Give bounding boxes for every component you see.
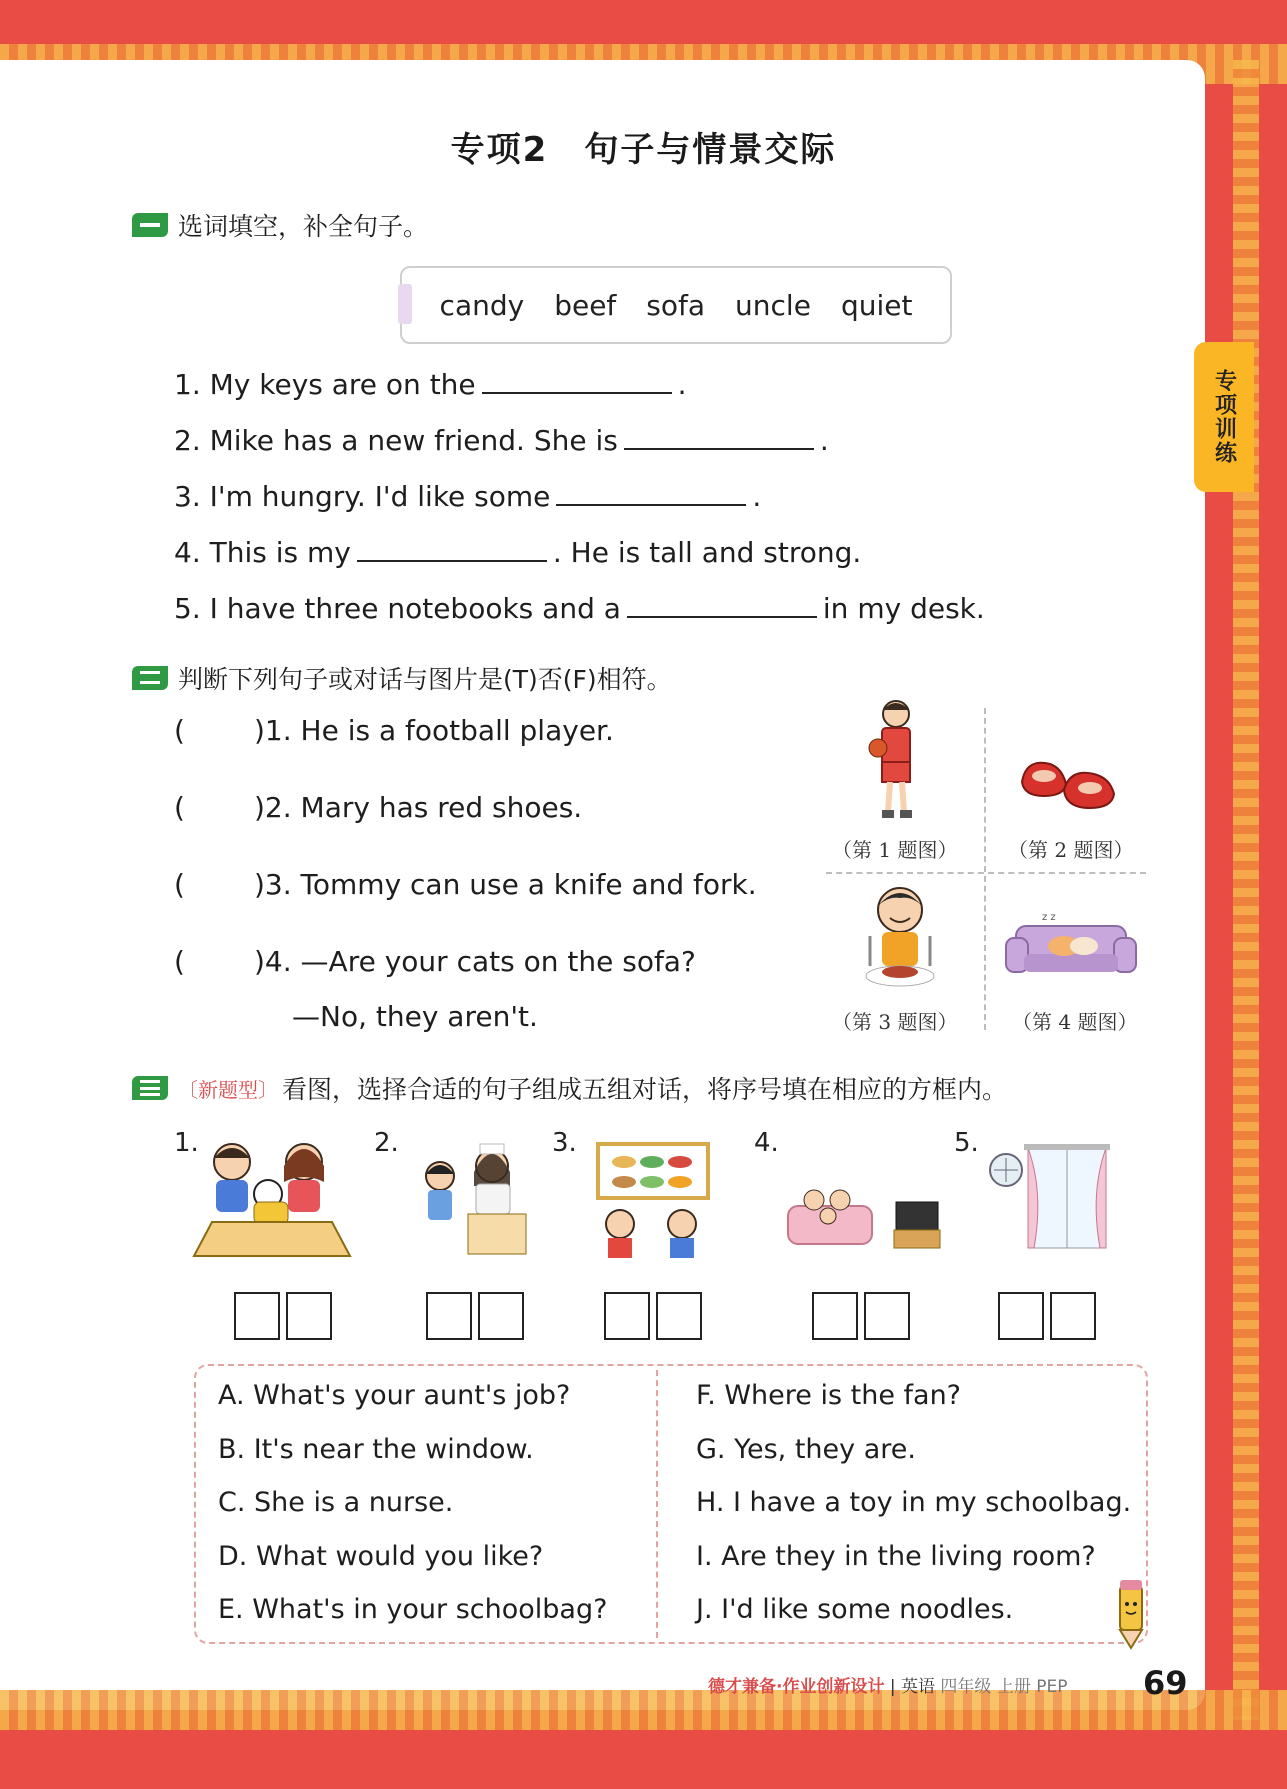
s1-item-text-after: . bbox=[677, 368, 687, 401]
option-g: G. Yes, they are. bbox=[696, 1434, 916, 1465]
footer-separator: | bbox=[889, 1677, 896, 1697]
picture-number: 5. bbox=[954, 1128, 979, 1158]
s2-item-text: )4. —Are your cats on the sofa? bbox=[254, 945, 696, 978]
menu-board-image bbox=[594, 1140, 712, 1258]
footer-grade: 四年级 上册 PEP bbox=[940, 1677, 1068, 1697]
option-b: B. It's near the window. bbox=[218, 1434, 534, 1465]
word: uncle bbox=[735, 288, 811, 322]
section-1-title: 选词填空，补全句子。 bbox=[178, 212, 429, 241]
kids-with-schoolbag-image bbox=[192, 1132, 352, 1258]
footer-brand: 德才兼备·作业创新设计 bbox=[708, 1677, 885, 1697]
new-type-tag: 〔新题型〕 bbox=[178, 1077, 278, 1102]
s1-item-1 bbox=[174, 366, 687, 401]
football-player-image bbox=[856, 696, 936, 824]
pencil-mascot-icon bbox=[1108, 1578, 1154, 1650]
answer-box[interactable] bbox=[286, 1292, 332, 1340]
caption-2: （第 2 题图） bbox=[1008, 838, 1134, 862]
option-a: A. What's your aunt's job? bbox=[218, 1380, 571, 1411]
s1-item-4 bbox=[174, 534, 861, 569]
answer-paren[interactable]: ( bbox=[174, 868, 185, 901]
cats-on-sofa-image bbox=[1002, 906, 1140, 982]
answer-blank[interactable] bbox=[482, 366, 672, 394]
caption-3: （第 3 题图） bbox=[832, 1010, 958, 1034]
answer-box[interactable] bbox=[656, 1292, 702, 1340]
word: beef bbox=[554, 288, 617, 322]
s1-item-text: 2. Mike has a new friend. She is bbox=[174, 424, 618, 457]
caption-4: （第 4 题图） bbox=[1012, 1010, 1138, 1034]
nurse-image bbox=[418, 1136, 530, 1256]
answer-paren[interactable]: ( bbox=[174, 791, 185, 824]
bottom-border bbox=[0, 1690, 1287, 1730]
s2-item-4 bbox=[174, 945, 696, 978]
footer-subject: 英语 bbox=[901, 1677, 936, 1697]
footer bbox=[708, 1672, 1067, 1697]
svg-text:z z: z z bbox=[1042, 912, 1056, 923]
grid-divider bbox=[826, 872, 1146, 874]
grid-divider bbox=[984, 708, 986, 1030]
section-1-heading bbox=[132, 207, 428, 243]
word-box bbox=[400, 266, 952, 344]
s1-item-text: 5. I have three notebooks and a bbox=[174, 592, 621, 625]
section-3-badge-icon bbox=[132, 1076, 168, 1100]
s2-item-3 bbox=[174, 868, 757, 901]
option-c: C. She is a nurse. bbox=[218, 1487, 454, 1518]
s1-item-3 bbox=[174, 478, 761, 513]
answer-box-pair bbox=[812, 1292, 910, 1340]
picture-number: 2. bbox=[374, 1128, 399, 1158]
right-border bbox=[1233, 60, 1259, 1720]
page-title: 专项2 句子与情景交际 bbox=[450, 130, 837, 170]
s1-item-text-after: . He is tall and strong. bbox=[552, 536, 862, 569]
s1-item-text: 3. I'm hungry. I'd like some bbox=[174, 480, 551, 513]
answer-box-pair bbox=[426, 1292, 524, 1340]
answer-box-pair bbox=[998, 1292, 1096, 1340]
option-h: H. I have a toy in my schoolbag. bbox=[696, 1487, 1132, 1518]
word: sofa bbox=[646, 288, 706, 322]
answer-box[interactable] bbox=[426, 1292, 472, 1340]
section-3-title: 看图，选择合适的句子组成五组对话，将序号填在相应的方框内。 bbox=[282, 1075, 1008, 1104]
fan-near-window-image bbox=[984, 1142, 1112, 1254]
answer-blank[interactable] bbox=[357, 534, 547, 562]
word: candy bbox=[439, 288, 525, 322]
s1-item-text: 4. This is my bbox=[174, 536, 351, 569]
s1-item-2 bbox=[174, 422, 829, 457]
option-f: F. Where is the fan? bbox=[696, 1380, 962, 1411]
living-room-family-image bbox=[784, 1186, 950, 1252]
boy-eating-image bbox=[852, 880, 948, 992]
option-e: E. What's in your schoolbag? bbox=[218, 1594, 608, 1625]
option-j: J. I'd like some noodles. bbox=[696, 1594, 1014, 1625]
section-2-heading bbox=[132, 660, 672, 696]
answer-box-pair bbox=[604, 1292, 702, 1340]
s2-item-4-reply: —No, they aren't. bbox=[292, 1000, 538, 1033]
s1-item-text-after: . bbox=[819, 424, 829, 457]
answer-blank[interactable] bbox=[627, 590, 817, 618]
answer-paren[interactable]: ( bbox=[174, 945, 185, 978]
s1-item-text-after: in my desk. bbox=[822, 592, 985, 625]
answer-blank[interactable] bbox=[624, 422, 814, 450]
options-divider bbox=[656, 1370, 658, 1638]
answer-blank[interactable] bbox=[556, 478, 746, 506]
red-shoes-image bbox=[1016, 738, 1120, 818]
picture-number: 3. bbox=[552, 1128, 577, 1158]
section-2-badge-icon bbox=[132, 666, 168, 690]
s2-item-2 bbox=[174, 791, 582, 824]
side-tab: 专项训练 bbox=[1194, 342, 1254, 492]
s2-item-text: )1. He is a football player. bbox=[254, 714, 614, 747]
s1-item-text: 1. My keys are on the bbox=[174, 368, 476, 401]
answer-box[interactable] bbox=[1050, 1292, 1096, 1340]
options-box bbox=[194, 1364, 1148, 1644]
answer-box[interactable] bbox=[998, 1292, 1044, 1340]
picture-number: 4. bbox=[754, 1128, 779, 1158]
answer-box[interactable] bbox=[812, 1292, 858, 1340]
answer-box[interactable] bbox=[864, 1292, 910, 1340]
answer-box[interactable] bbox=[478, 1292, 524, 1340]
s1-item-5 bbox=[174, 590, 985, 625]
section-1-badge-icon bbox=[132, 213, 168, 237]
picture-number: 1. bbox=[174, 1128, 199, 1158]
caption-1: （第 1 题图） bbox=[832, 838, 958, 862]
s2-item-text: )3. Tommy can use a knife and fork. bbox=[254, 868, 757, 901]
answer-box[interactable] bbox=[604, 1292, 650, 1340]
page-number: 69 bbox=[1143, 1664, 1188, 1702]
s2-item-1 bbox=[174, 714, 614, 747]
option-d: D. What would you like? bbox=[218, 1541, 544, 1572]
s2-item-text: )2. Mary has red shoes. bbox=[254, 791, 583, 824]
section-2-title: 判断下列句子或对话与图片是(T)否(F)相符。 bbox=[178, 665, 672, 694]
answer-paren[interactable]: ( bbox=[174, 714, 185, 747]
answer-box-pair bbox=[234, 1292, 332, 1340]
s1-item-text-after: . bbox=[752, 480, 762, 513]
option-i: I. Are they in the living room? bbox=[696, 1541, 1096, 1572]
answer-box[interactable] bbox=[234, 1292, 280, 1340]
word: quiet bbox=[840, 288, 913, 322]
section-3-heading bbox=[132, 1070, 1007, 1106]
